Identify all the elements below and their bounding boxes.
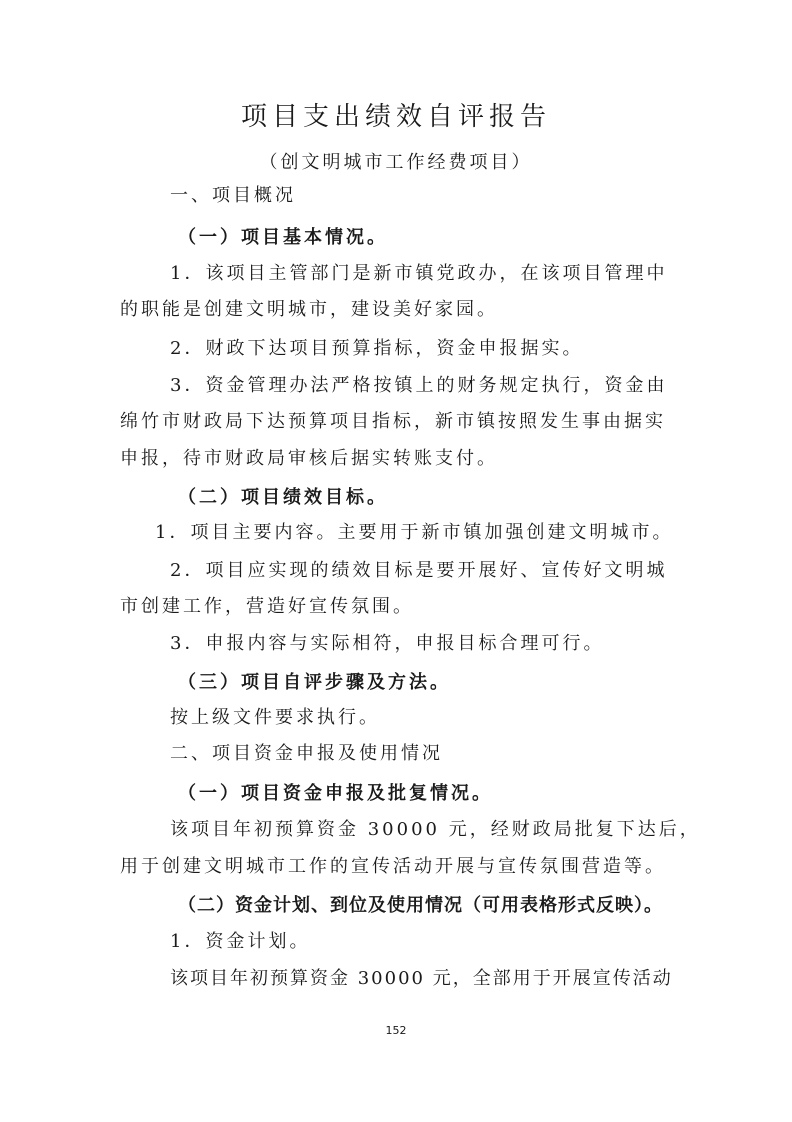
subsection-heading-2-1: （一）项目资金申报及批复情况。 [178,783,493,804]
paragraph-line: 该项目年初预算资金 30000 元，全部用于开展宣传活动 [170,968,673,989]
document-title: 项目支出绩效自评报告 [240,102,551,132]
paragraph-line: 市创建工作，营造好宣传氛围。 [120,596,414,617]
paragraph-line: 用于创建文明城市工作的宣传活动开展与宣传氛围营造等。 [120,856,666,877]
paragraph-line: 3．资金管理办法严格按镇上的财务规定执行，资金由 [170,375,668,396]
paragraph-line: 的职能是创建文明城市，建设美好家园。 [120,299,498,320]
paragraph-line: 申报，待市财政局审核后据实转账支付。 [120,448,498,469]
subsection-heading-2-2: （二）资金计划、到位及使用情况（可用表格形式反映）。 [178,895,663,916]
paragraph-line: 1．该项目主管部门是新市镇党政办，在该项目管理中 [170,263,668,284]
paragraph-line: 按上级文件要求执行。 [170,707,380,728]
paragraph-line: 1．资金计划。 [170,931,311,952]
page-number: 152 [385,1024,407,1037]
paragraph-line: 3．申报内容与实际相符，申报目标合理可行。 [170,633,605,654]
paragraph-line: 2．财政下达项目预算指标，资金申报据实。 [170,338,584,359]
section-heading-2: 二、项目资金申报及使用情况 [170,743,443,764]
document-subtitle: （创文明城市工作经费项目） [259,152,533,173]
paragraph-line: 1．项目主要内容。主要用于新市镇加强创建文明城市。 [155,522,674,543]
paragraph-line: 该项目年初预算资金 30000 元，经财政局批复下达后， [170,819,701,840]
paragraph-line: 2．项目应实现的绩效目标是要开展好、宣传好文明城 [170,560,668,581]
subsection-heading-1-2: （二）项目绩效目标。 [178,487,388,508]
subsection-heading-1-1: （一）项目基本情况。 [178,227,388,248]
paragraph-line: 绵竹市财政局下达预算项目指标，新市镇按照发生事由据实 [120,411,666,432]
subsection-heading-1-3: （三）项目自评步骤及方法。 [178,672,451,693]
section-heading-1: 一、项目概况 [170,185,296,206]
